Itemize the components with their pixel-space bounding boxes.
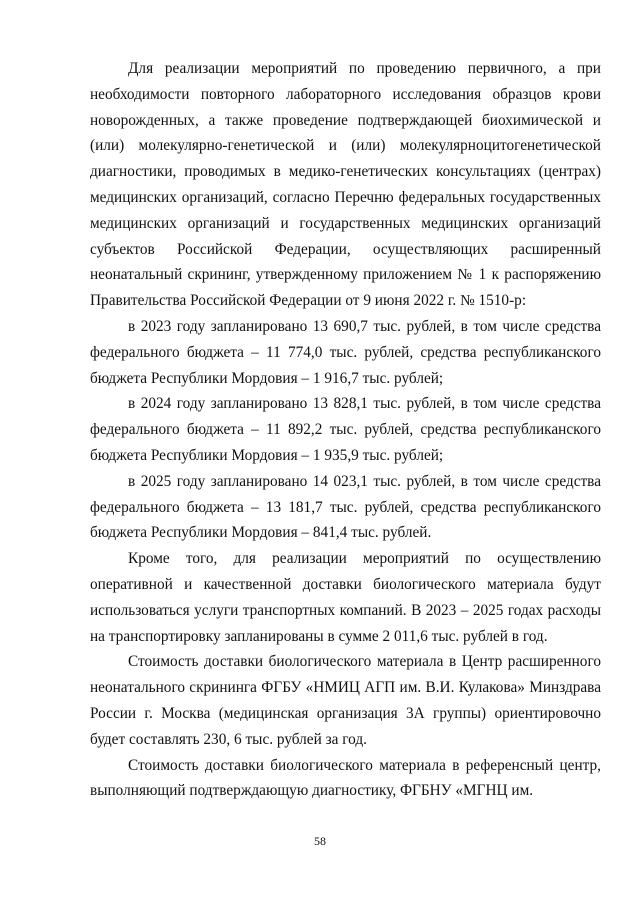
page-number: 58 — [314, 834, 326, 848]
paragraph-transport-services: Кроме того, для реализации мероприятий по осуществлению оперативной и качественной доставки биологического материала будут использоваться услуги транспортных компаний. В 2023 – 2025 годах расходы на транспортировку запланированы в сумме 2 011,6 тыс. рублей в год. — [90, 550, 601, 645]
paragraph-funding-2023: в 2023 году запланировано 13 690,7 тыс. рублей, в том числе средства федерального бюджета – 11 774,0 тыс. рублей, средства республиканского бюджета Республики Мордовия – 1 916,7 тыс. рублей; — [90, 317, 601, 387]
paragraph-funding-2025: в 2025 году запланировано 14 023,1 тыс. рублей, в том числе средства федерального бюджета – 13 181,7 тыс. рублей, средства республиканского бюджета Республики Мордовия – 841,4 тыс. рублей. — [90, 472, 601, 542]
paragraph-delivery-cost-center: Стоимость доставки биологического материала в Центр расширенного неонатального скрининга ФГБУ «НМИЦ АГП им. В.И. Кулакова» Минздрава России г. Москва (медицинская организация 3А группы) ориентировочно будет составлять 230, 6 тыс. рублей за год. — [90, 653, 601, 748]
body-text — [90, 56, 601, 804]
paragraph-funding-intro: Для реализации мероприятий по проведению первичного, а при необходимости повторного лабораторного исследования образцов крови новорожденных, а также проведение подтверждающей биохимической и (или) молекулярно-генетической и (или) молекулярноцитогенетической диагностики, проводимых в медико-генетических консультациях (центрах) медицинских организаций, согласно Перечню федеральных государственных медицинских организаций и государственных медицинских организаций субъектов Российской Федерации, осуществляющих расширенный неонатальный скрининг, утвержденному приложением № 1 к распоряжению Правительства Российской Федерации от 9 июня 2022 г. № 1510-р: — [90, 60, 601, 310]
paragraph-delivery-cost-reference: Стоимость доставки биологического материала в референсный центр, выполняющий подтверждающую диагностику, ФГБНУ «МГНЦ им. — [90, 756, 601, 800]
paragraph-funding-2024: в 2024 году запланировано 13 828,1 тыс. рублей, в том числе средства федерального бюджета – 11 892,2 тыс. рублей, средства республиканского бюджета Республики Мордовия – 1 935,9 тыс. рублей; — [90, 395, 601, 464]
